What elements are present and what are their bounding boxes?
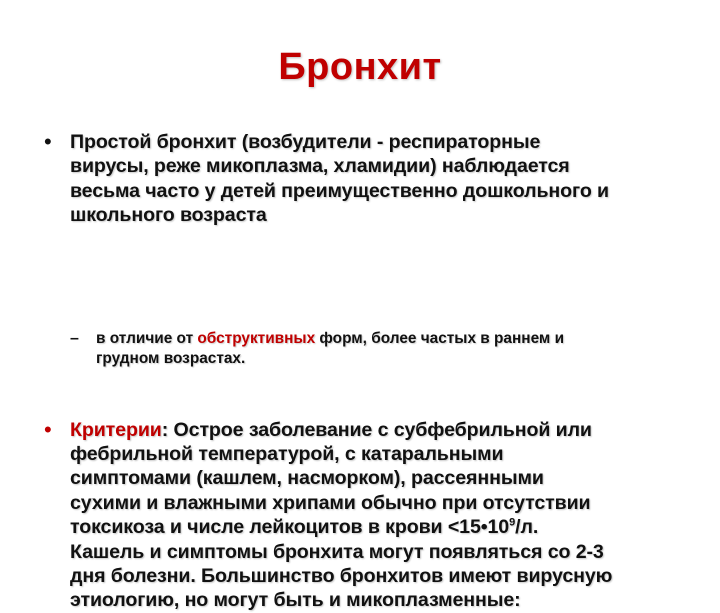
text-line: дня болезни. Большинство бронхитов имеют вирусную	[70, 565, 613, 588]
text-line	[70, 418, 714, 442]
text-line: симптомами (кашлем, насморком), рассеянными	[70, 467, 544, 490]
exponent: 9	[509, 516, 516, 529]
text-line: сухими и влажными хрипами обычно при отсутствии	[70, 491, 591, 514]
bullet-text	[70, 418, 714, 613]
text-line: фебрильной температурой, с катаральными	[70, 443, 504, 466]
sub-prefix: в отличие от	[96, 329, 198, 347]
text-line: Кашель и симптомы бронхита могут появляться со 2-3	[70, 540, 604, 563]
text-line	[70, 515, 714, 539]
unit-text: /л.	[515, 516, 539, 539]
text-line: грудном возрастах.	[96, 350, 246, 368]
bullet-item-simple-bronchitis	[44, 130, 704, 228]
bullet-text	[70, 130, 704, 228]
text-line: вирусы, реже микоплазма, хламидии) наблюдается	[70, 155, 570, 178]
highlight-term: обструктивных	[197, 329, 316, 347]
text-line	[96, 329, 710, 350]
text-line: весьма часто у детей преимущественно дошкольного и	[70, 179, 609, 202]
dash-icon: –	[70, 329, 79, 347]
text-line: этиологию, но могут быть и микоплазменные:	[70, 589, 521, 612]
text-line: Простой бронхит (возбудители - респираторные	[70, 131, 541, 153]
text-line: школьного возраста	[70, 204, 267, 227]
sub-bullet-item	[70, 329, 710, 370]
bullet-dot-icon: •	[44, 129, 52, 154]
bullet-dot-icon: •	[44, 416, 52, 442]
sub-bullet-text	[96, 329, 710, 370]
leukocyte-text: токсикоза и числе лейкоцитов в крови <15•10	[70, 516, 510, 539]
sub-suffix: форм, более частых в раннем и	[315, 329, 565, 347]
criteria-label: Критерии	[70, 418, 162, 441]
bullet-item-criteria	[44, 418, 714, 613]
criteria-rest: : Острое заболевание с субфебрильной или	[161, 418, 592, 441]
slide-title: Бронхит	[278, 46, 442, 88]
